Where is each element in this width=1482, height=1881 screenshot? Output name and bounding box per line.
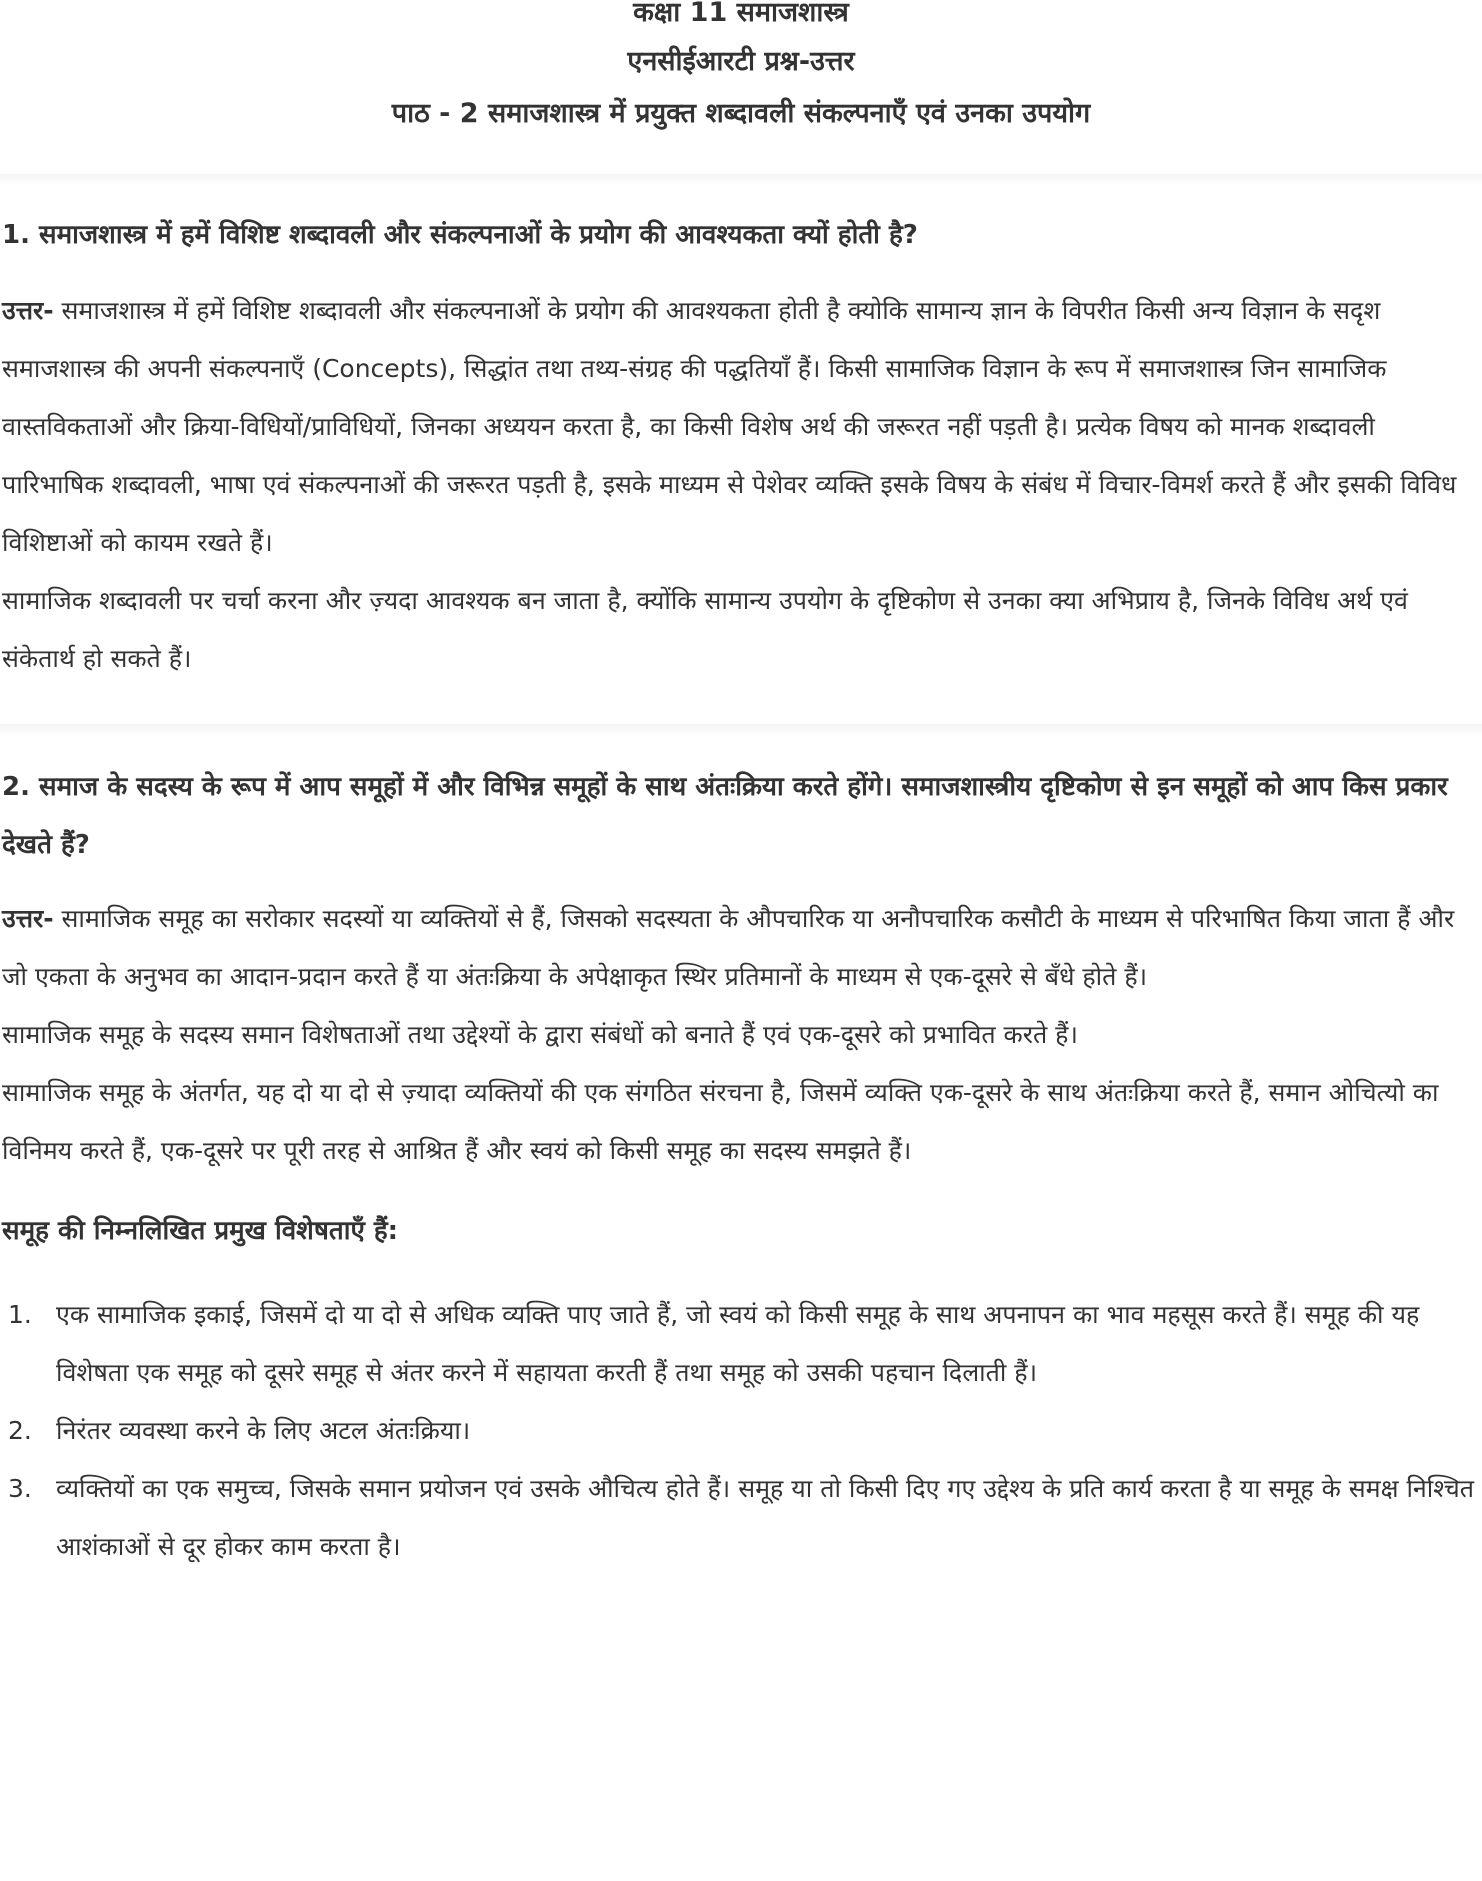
list-item-text: निरंतर व्यवस्था करने के लिए अटल अंतःक्रिया।	[56, 1416, 471, 1445]
list-item-text: एक सामाजिक इकाई, जिसमें दो या दो से अधिक व्यक्ति पाए जाते हैं, जो स्वयं को किसी समूह के साथ अपनापन का भाव महसूस करते हैं। समूह की यह विशेषता एक समूह को दूसरे समूह से अंतर करने में सहायता करती हैं तथा समूह को उसकी पहचान दिलाती हैं।	[56, 1300, 1420, 1387]
section-divider	[0, 174, 1482, 186]
features-heading: समूह की निम्नलिखित प्रमुख विशेषताएँ हैं:	[2, 1216, 399, 1246]
question-block-1	[0, 206, 1482, 688]
question-heading: 2. समाज के सदस्य के रूप में आप समूहों में और विभिन्न समूहों के साथ अंतःक्रिया करते होंगे। समाजशास्त्रीय दृष्टिकोण से इन समूहों को आप किस प्रकार देखते हैं?	[2, 772, 1448, 860]
list-item-number: 1.	[8, 1300, 32, 1329]
list-item	[0, 1286, 1482, 1402]
document-subtitle: एनसीईआरटी प्रश्न-उत्तर	[627, 46, 855, 77]
answer-text: समाजशास्त्र में हमें विशिष्ट शब्दावली और संकल्पनाओं के प्रयोग की आवश्यकता होती है क्योकि सामान्य ज्ञान के विपरीत किसी अन्य विज्ञान के सदृश समाजशास्त्र की अपनी संकल्पनाएँ (Concepts), सिद्धांत तथा तथ्य-संग्रह की पद्धतियाँ हैं। किसी सामाजिक विज्ञान के रूप में समाजशास्त्र जिन सामाजिक वास्तविकताओं और क्रिया-विधियों/प्राविधियों, जिनका अध्ययन करता है, का किसी विशेष अर्थ की जरूरत नहीं पड़ती है। प्रत्येक विषय को मानक शब्दावली पारिभाषिक शब्दावली, भाषा एवं संकल्पनाओं की जरूरत पड़ती है, इसके माध्यम से पेशेवर व्यक्ति इसके विषय के संबंध में विचार-विमर्श करते हैं और इसकी विविध विशिष्टाओं को कायम रखते हैं।	[2, 296, 1457, 557]
list-item	[0, 1402, 1482, 1460]
answer-text: सामाजिक समूह का सरोकार सदस्यों या व्यक्तियों से हैं, जिसको सदस्यता के औपचारिक या अनौपचारिक कसौटी के माध्यम से परिभाषित किया जाता हैं और जो एकता के अनुभव का आदान-प्रदान करते हैं या अंतःक्रिया के अपेक्षाकृत स्थिर प्रतिमानों के माध्यम से एक-दूसरे से बँधे होते हैं।	[2, 904, 1455, 991]
list-item	[0, 1460, 1482, 1576]
question-heading: 1. समाजशास्त्र में हमें विशिष्ट शब्दावली और संकल्पनाओं के प्रयोग की आवश्यकता क्यों होती है?	[2, 220, 918, 250]
features-list	[0, 1286, 1482, 1576]
document-header	[0, 0, 1482, 136]
answer-label: उत्तर-	[2, 296, 54, 325]
answer-paragraph: सामाजिक शब्दावली पर चर्चा करना और ज़्यदा आवश्यक बन जाता है, क्योंकि सामान्य उपयोग के दृष्टिकोण से उनका क्या अभिप्राय है, जिनके विविध अर्थ एवं संकेतार्थ हो सकते हैं।	[2, 586, 1408, 673]
answer-paragraph	[0, 890, 1482, 1006]
answer-paragraph	[0, 282, 1482, 572]
answer-paragraph: सामाजिक समूह के अंतर्गत, यह दो या दो से ज़्यादा व्यक्तियों की एक संगठित संरचना है, जिसमें व्यक्ति एक-दूसरे के साथ अंतःक्रिया करते हैं, समान ओचित्यो का विनिमय करते हैं, एक-दूसरे पर पूरी तरह से आश्रित हैं और स्वयं को किसी समूह का सदस्य समझते हैं।	[2, 1078, 1439, 1165]
class-title: कक्षा 11 समाजशास्त्र	[633, 0, 849, 28]
list-item-number: 2.	[8, 1416, 32, 1445]
answer-paragraph: सामाजिक समूह के सदस्य समान विशेषताओं तथा उद्देश्यों के द्वारा संबंधों को बनाते हैं एवं एक-दूसरे को प्रभावित करते हैं।	[2, 1020, 1078, 1049]
list-item-text: व्यक्तियों का एक समुच्च, जिसके समान प्रयोजन एवं उसके औचित्य होते हैं। समूह या तो किसी दिए गए उद्देश्य के प्रति कार्य करता है या समूह के समक्ष निश्चित आशंकाओं से दूर होकर काम करता है।	[56, 1474, 1475, 1561]
chapter-title: पाठ - 2 समाजशास्त्र में प्रयुक्त शब्दावली संकल्पनाएँ एवं उनका उपयोग	[391, 98, 1091, 129]
section-divider	[0, 724, 1482, 736]
question-block-2	[0, 758, 1482, 1576]
answer-label: उत्तर-	[2, 904, 54, 933]
list-item-number: 3.	[8, 1474, 32, 1503]
